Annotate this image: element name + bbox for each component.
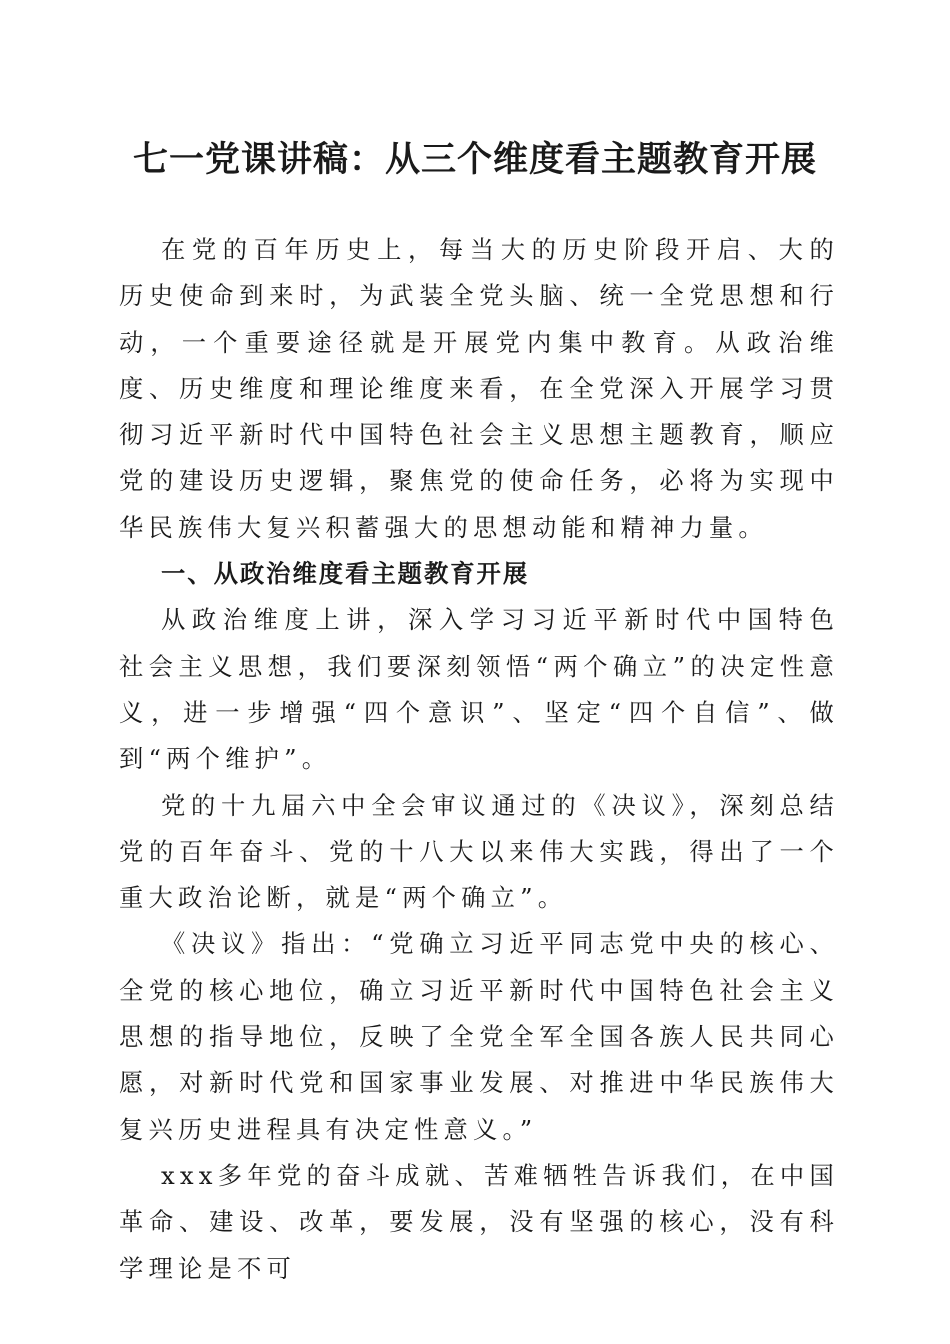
document-title: 七一党课讲稿：从三个维度看主题教育开展: [132, 139, 817, 180]
document-body: [119, 227, 839, 1292]
intro-paragraph: 在党的百年历史上，每当大的历史阶段开启、大的历史使命到来时，为武装全党头脑、统一全党思想和行动，一个重要途径就是开展党内集中教育。从政治维度、历史维度和理论维度来看，在全党深入开展学习贯彻习近平新时代中国特色社会主义思想主题教育，顺应党的建设历史逻辑，聚焦党的使命任务，必将为实现中华民族伟大复兴积蓄强大的思想动能和精神力量。: [119, 235, 839, 542]
section-heading-political: 一、从政治维度看主题教育开展: [161, 559, 530, 589]
paragraph-history-lesson: xxx多年党的奋斗成就、苦难牺牲告诉我们，在中国革命、建设、改革，要发展，没有坚强的核心，没有科学理论是不可: [119, 1160, 839, 1283]
paragraph-political-dimension: 从政治维度上讲，深入学习习近平新时代中国特色社会主义思想，我们要深刻领悟“两个确立”的决定性意义，进一步增强“四个意识”、坚定“四个自信”、做到“两个维护”。: [119, 605, 839, 774]
paragraph-resolution-quote: 《决议》指出：“党确立习近平同志党中央的核心、全党的核心地位，确立习近平新时代中国特色社会主义思想的指导地位，反映了全党全军全国各族人民共同心愿，对新时代党和国家事业发展、对推进中华民族伟大复兴历史进程具有决定性意义。”: [119, 929, 839, 1144]
paragraph-resolution: 党的十九届六中全会审议通过的《决议》，深刻总结党的百年奋斗、党的十八大以来伟大实践，得出了一个重大政治论断，就是“两个确立”。: [119, 790, 839, 913]
